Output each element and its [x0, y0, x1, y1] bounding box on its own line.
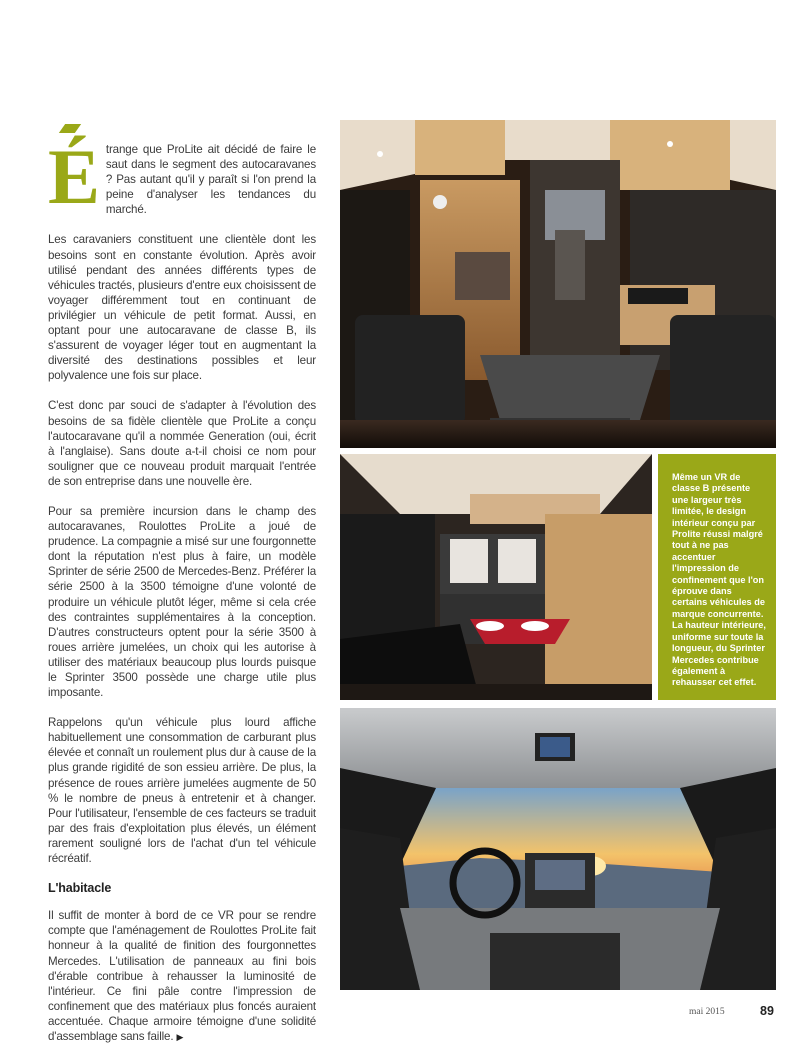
photo-caption: Même un VR de classe B présente une largeur très limitée, le design intérieur conçu par Prolite réussi malgré tout à ne pas accentuer l'impression de confinement que l'on éprouve dans certains véhicules de marque concurrente. La hauteur intérieure, uniforme sur toute la longueur, du Sprinter Mercedes contribue également à rehausser cet effet.	[658, 454, 776, 700]
photo-rear-dinette	[340, 454, 652, 700]
page-number: 89	[760, 1004, 774, 1018]
paragraph-4: Pour sa première incursion dans le champ des autocaravanes, Roulottes ProLite a joué de prudence. La compagnie a misé sur une fourgonnette dont la réputation n'est plus à faire, un modèle Sprinter de série 2500 de Mercedes-Benz. Préférer la série 2500 à la 3500 témoigne d'une volonté de produire un véhicule plutôt léger, même si cela crée des contraintes supplémentaires à la conception. D'autres constructeurs optent pour la série 3500 à roues arrière jumelées, un choix qui les autorise à utiliser des matériaux beaucoup plus lourds puisque le Sprinter 3500 possède une charge utile plus imposante.	[48, 504, 316, 700]
photo-cockpit	[340, 708, 776, 990]
paragraph-5: Rappelons qu'un véhicule plus lourd affiche habituellement une consommation de carburant plus élevée et connaît un roulement plus dur à cause de la plus grande rigidité de son essieu arrière. De plus, la présence de roues arrière jumelées augmente de 50 % le nombre de pneus à entretenir et à changer. Pour l'utilisateur, l'ensemble de ces facteurs se traduit par des frais d'exploitation plus élevés, un élément rarement souligné lors de l'achat d'un tel véhicule récréatif.	[48, 716, 316, 866]
article-intro	[48, 133, 316, 220]
continue-arrow-icon: ▶	[176, 1031, 184, 1042]
photo-dinette-illustration	[340, 120, 776, 448]
article-column	[48, 133, 316, 1060]
drop-cap: É	[48, 146, 100, 208]
photo-rear-dinette-illustration	[340, 454, 652, 700]
section-heading: L'habitacle	[48, 881, 112, 896]
photo-dinette	[340, 120, 776, 448]
paragraph-2: Les caravaniers constituent une clientèle dont les besoins sont en constante évolution. Après avoir utilisé pendant des années différents types de véhicules tractés, plusieurs d'entre eux choisissent de voyager différemment tout en continuant de privilégier un véhicule de petit format. Aussi, en optant pour une autocaravane de classe B, ils s'assurent de voyager léger tout en augmentant la diversité des destinations possibles et leur polyvalence une fois sur place.	[48, 233, 316, 383]
paragraph-3: C'est donc par souci de s'adapter à l'évolution des besoins de sa fidèle clientèle que ProLite a conçu l'autocaravane qu'il a nommée Generation (oui, écrit à l'anglaise). Sans doute a-t-il choisi ce nom pour souligner que ce nouveau produit marquait l'entrée de son entreprise dans une nouvelle ère.	[48, 399, 316, 488]
drop-cap-accent	[59, 124, 81, 133]
paragraph-6: Il suffit de monter à bord de ce VR pour se rendre compte que l'aménagement de Roulottes ProLite fait honneur à la qualité de finition des fourgonnettes Mercedes. L'utilisation de panneaux au fini bois d'érable contribue à rehausser la luminosité de l'intérieur. Ce fini pâle contre l'impression de confinement que des matériaux plus foncés auraient accentuée. Chaque armoire témoigne d'une solidité d'assemblage sans faille. ▶	[48, 909, 316, 1043]
photo-cockpit-illustration	[340, 708, 776, 990]
issue-date: mai 2015	[689, 1007, 725, 1017]
paragraph-1: trange que ProLite ait décidé de faire le saut dans le segment des autocaravanes ? Pas autant qu'il y paraît si l'on prend la peine d'analyser les tendances du marché.	[105, 143, 316, 217]
